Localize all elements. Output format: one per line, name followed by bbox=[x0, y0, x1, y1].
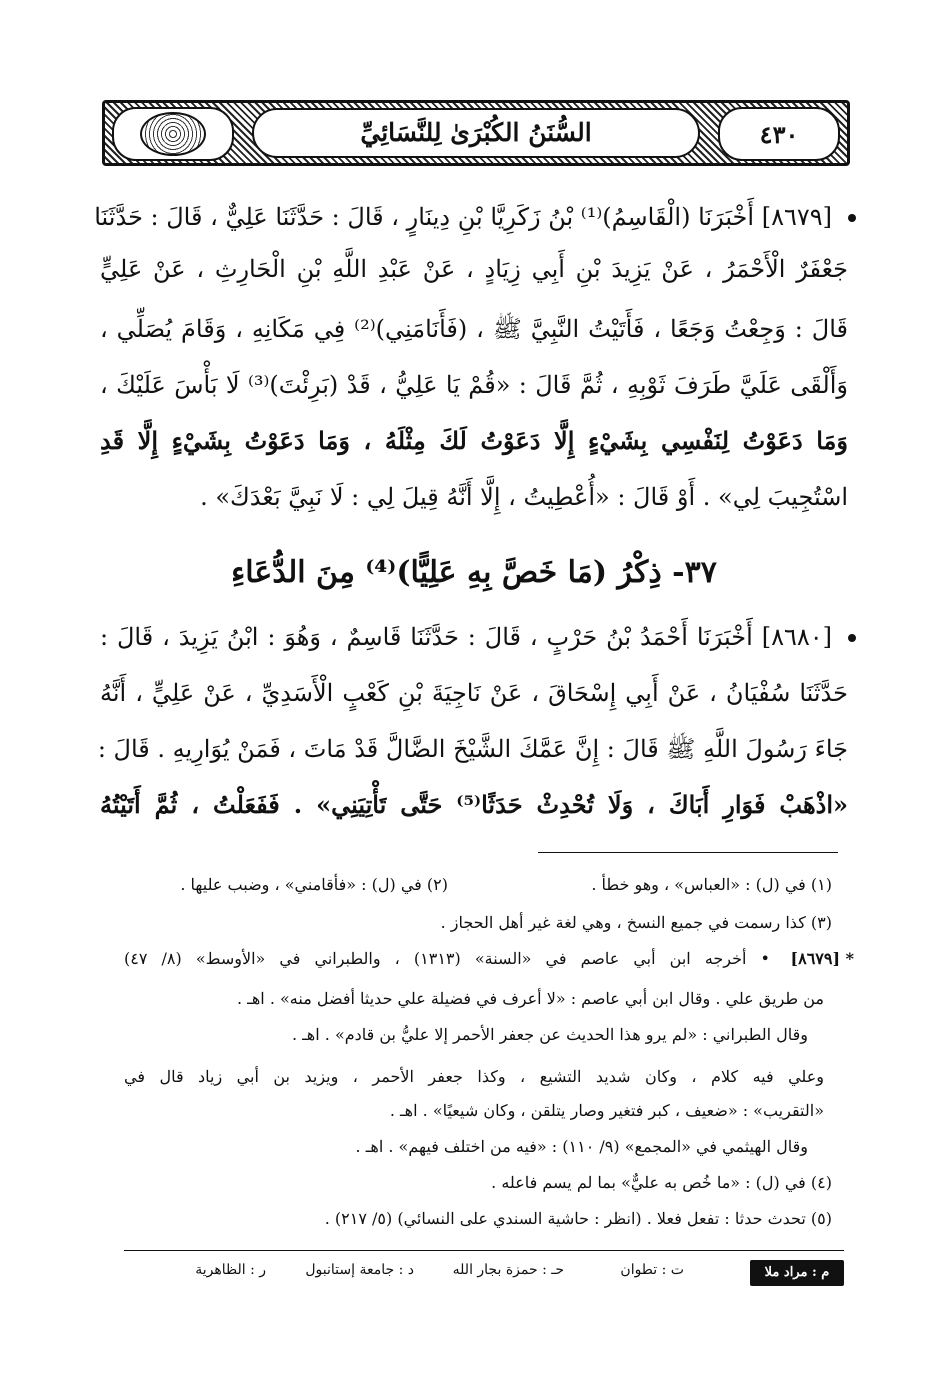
footnote-2: (٢) في (ل) : «فأقامني» ، وضبب عليها . bbox=[180, 875, 448, 894]
hadith-8679-line-2: جَعْفَرٌ الْأَحْمَرُ ، عَنْ يَزِيدَ بْنِ أَبِي زِيَادٍ ، عَنْ عَبْدِ اللَّهِ بْنِ الْحَارِثِ ، عَنْ عَلِيٍّ bbox=[100, 255, 848, 283]
footnote-4: (٤) في (ل) : «ما خُص به عليٌّ» بما لم يسم فاعله . bbox=[491, 1173, 832, 1192]
hadith-8680-line-4: «اذْهَبْ فَوَارِ أَبَاكَ ، وَلَا تُحْدِثْ حَدَثًا⁽⁵⁾ حَتَّى تَأْتِيَنِي» . فَفَعَلْتُ ، ثُمَّ أَتَيْتُهُ bbox=[100, 790, 848, 819]
hadith-8679-line-5: وَمَا دَعَوْتُ لِنَفْسِي بِشَيْءٍ إِلَّا دَعَوْتُ لَكَ مِثْلَهُ ، وَمَا دَعَوْتُ بِشَيْءٍ إِلَّا قَدِ bbox=[100, 426, 848, 455]
bullet-icon bbox=[848, 214, 856, 222]
hadith-8679-line-3: قَالَ : وَجِعْتُ وَجَعًا ، فَأَتَيْتُ النَّبِيَّ ﷺ ، (فَأَنَامَنِي)⁽²⁾ فِي مَكَانِهِ ، وَقَامَ يُصَلِّي ، bbox=[100, 315, 849, 343]
hadith-8680-line-2: حَدَّثَنَا سُفْيَانُ ، عَنْ أَبِي إِسْحَاقَ ، عَنْ نَاجِيَةَ بْنِ كَعْبٍ الْأَسَدِيِّ ، عَنْ عَلِيٍّ ، أَنَّهُ bbox=[100, 679, 848, 707]
footnote-separator bbox=[538, 852, 838, 853]
hadith-8680-line-3: جَاءَ رَسُولَ اللَّهِ ﷺ قَالَ : إِنَّ عَمَّكَ الشَّيْخَ الضَّالَّ قَدْ مَاتَ ، فَمَنْ يُوَارِيهِ . قَالَ : bbox=[97, 735, 848, 763]
takhrij-label: * [٨٦٧٩] bbox=[790, 949, 854, 968]
publisher-seal-cartouche bbox=[112, 107, 234, 161]
section-heading: ٣٧- ذِكْرُ (مَا خَصَّ بِهِ عَلِيًّا)⁽⁴⁾ مِنَ الدُّعَاءِ bbox=[231, 555, 717, 590]
sigla-h: حـ : حمزة بجار الله bbox=[452, 1262, 564, 1278]
footnote-3: (٣) كذا رسمت في جميع النسخ ، وهي لغة غير أهل الحجاز . bbox=[440, 913, 832, 932]
takhrij-line-3: وقال الطبراني : «لم يرو هذا الحديث عن جعفر الأحمر إلا عليُّ بن قادم» . اهـ . bbox=[291, 1025, 808, 1044]
takhrij-line-1: • أخرجه ابن أبي عاصم في «السنة» (١٣١٣) ، والطبراني في «الأوسط» (٨/ ٤٧) bbox=[124, 949, 770, 968]
manuscript-sigla-footer bbox=[124, 1258, 844, 1288]
page-header bbox=[102, 100, 850, 166]
takhrij-line-2: من طريق علي . وقال ابن أبي عاصم : «لا أعرف في فضيلة علي حديثا أفضل منه» . اهـ . bbox=[237, 989, 824, 1008]
book-title: السُّنَنُ الكُبْرَىٰ لِلنَّسَائِيِّ bbox=[360, 117, 592, 147]
footer-badge: م : مراد ملا bbox=[750, 1260, 844, 1286]
hadith-8679-line-6: اسْتُجِيبَ لِي» . أَوْ قَالَ : «أُعْطِيتُ ، إِلَّا أَنَّهُ قِيلَ لِي : لَا نَبِيَّ بَعْدَكَ» . bbox=[200, 483, 848, 511]
footnote-1: (١) في (ل) : «العباس» ، وهو خطأ . bbox=[591, 875, 832, 894]
page-number-cartouche bbox=[718, 107, 840, 161]
sigla-r: ر : الظاهرية bbox=[195, 1262, 266, 1278]
takhrij-line-4: وعلي فيه كلام ، وكان شديد التشيع ، وكذا جعفر الأحمر ، ويزيد بن أبي زياد قال في bbox=[124, 1067, 825, 1086]
sigla-t: ت : تطوان bbox=[620, 1262, 684, 1278]
takhrij-line-5: «التقريب» : «ضعيف ، كبر فتغير وصار يتلقن ، وكان شيعيًا» . اهـ . bbox=[389, 1101, 824, 1120]
footnote-5: (٥) تحدث حدثا : تفعل فعلا . (انظر : حاشية السندي على النسائي) (٥/ ٢١٧) . bbox=[324, 1209, 832, 1228]
page-number: ٤٣٠ bbox=[759, 119, 799, 149]
hadith-8680-line-1: [٨٦٨٠] أَخْبَرَنَا أَحْمَدُ بْنُ حَرْبٍ ، قَالَ : حَدَّثَنَا قَاسِمٌ ، وَهُوَ : ابْنُ يَزِيدَ ، قَالَ : bbox=[100, 623, 832, 651]
publisher-seal-icon bbox=[140, 112, 206, 156]
takhrij-line-6: وقال الهيثمي في «المجمع» (٩/ ١١٠) : «فيه من اختلف فيهم» . اهـ . bbox=[355, 1137, 808, 1156]
bullet-icon bbox=[848, 634, 856, 642]
hadith-8679-line-4: وَأَلْقَى عَلَيَّ طَرَفَ ثَوْبِهِ ، ثُمَّ قَالَ : «قُمْ يَا عَلِيُّ ، قَدْ (بَرِئْتَ)⁽³⁾ لَا بَأْسَ عَلَيْكَ ، bbox=[100, 371, 848, 399]
footer-separator bbox=[124, 1250, 844, 1251]
hadith-8679-line-1: [٨٦٧٩] أَخْبَرَنَا (الْقَاسِمُ)⁽¹⁾ بْنُ زَكَرِيَّا بْنِ دِينَارٍ ، قَالَ : حَدَّثَنَا عَلِيٌّ ، قَالَ : حَدَّثَنَا bbox=[94, 203, 832, 231]
sigla-d: د : جامعة إستانبول bbox=[305, 1262, 414, 1278]
